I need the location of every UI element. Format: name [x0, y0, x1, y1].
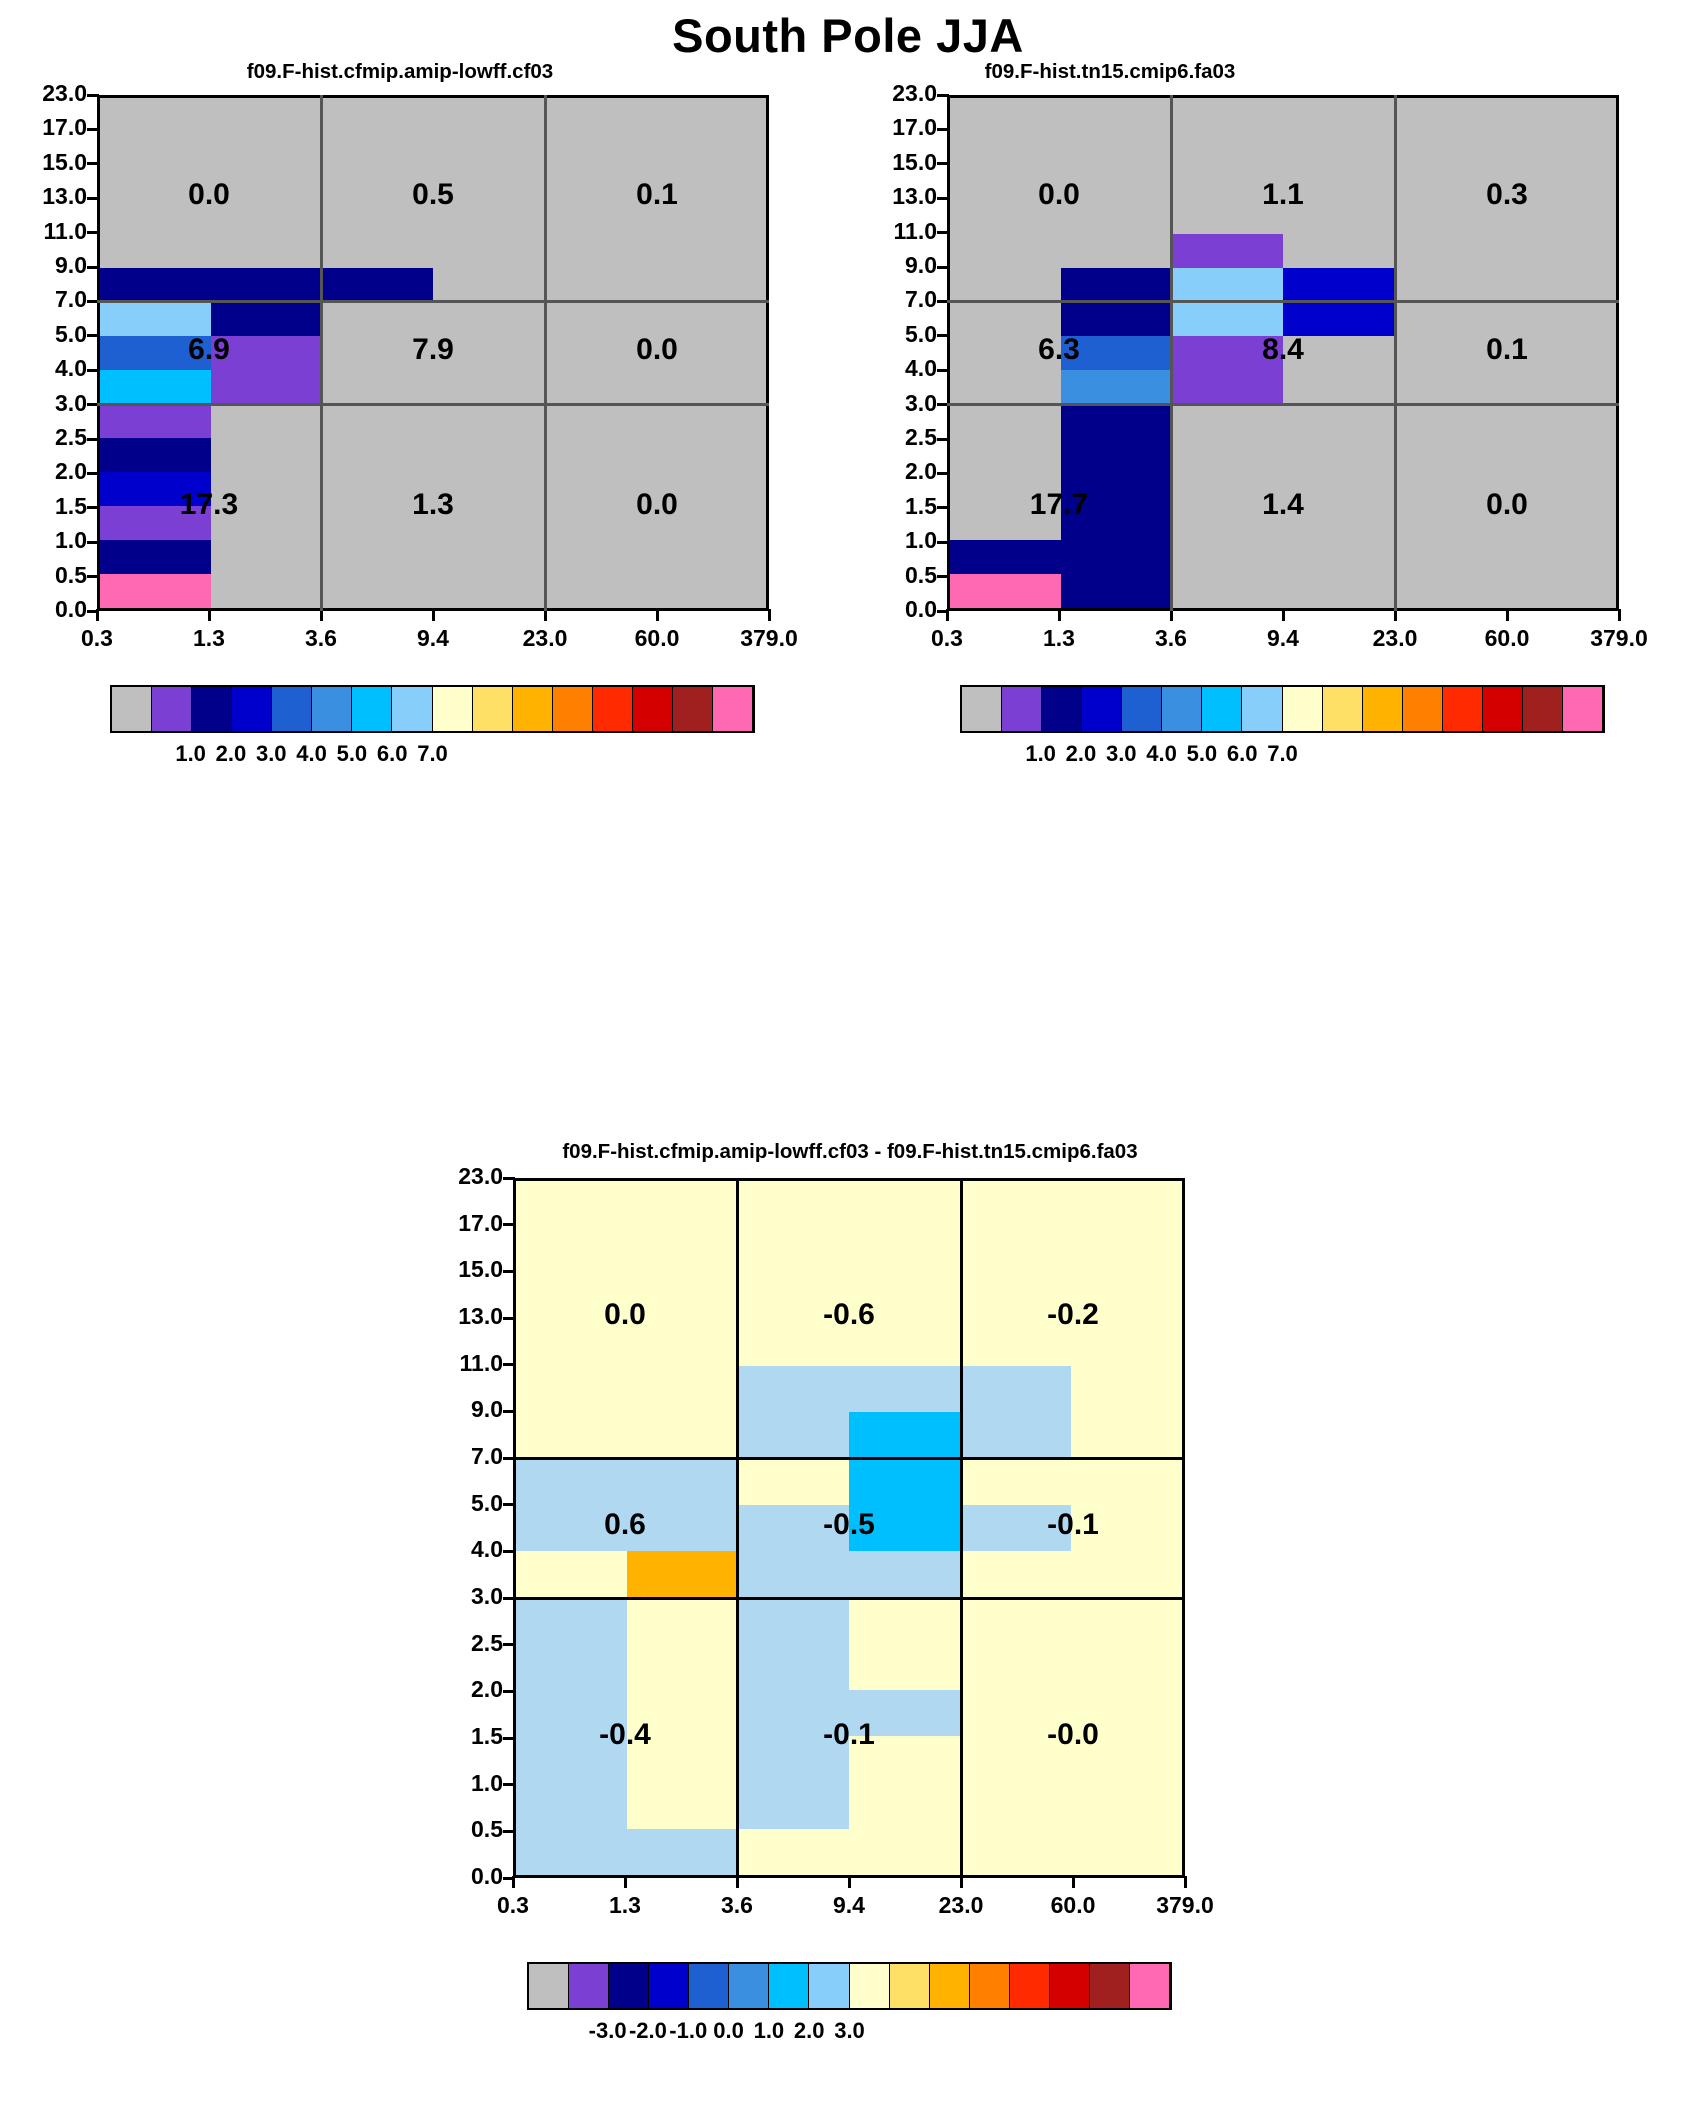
x-axis-tick: [208, 609, 211, 621]
block-separator: [947, 300, 1619, 303]
colorbar-swatch: [312, 687, 352, 731]
block-value: 17.3: [179, 487, 239, 521]
y-axis-tick: [503, 1690, 515, 1693]
heatmap-cell: [100, 370, 211, 404]
y-axis-tick-label: 1.5: [471, 1723, 503, 1749]
heatmap-cell: [738, 1782, 849, 1828]
colorbar-left: [110, 685, 755, 733]
block-value: 0.5: [412, 178, 454, 212]
y-axis-tick-label: 4.0: [55, 355, 87, 382]
y-axis-tick-label: 15.0: [892, 148, 937, 175]
x-axis-tick-label: 3.6: [721, 1892, 753, 1918]
colorbar-swatch: [152, 687, 192, 731]
x-axis-tick: [656, 609, 659, 621]
x-axis-tick-label: 9.4: [417, 625, 449, 651]
y-axis-tick-label: 7.0: [905, 286, 937, 313]
colorbar-swatch: [352, 687, 392, 731]
y-axis-tick: [503, 1503, 515, 1506]
heatmap-cell: [1061, 574, 1172, 608]
colorbar-swatch: [513, 687, 553, 731]
heatmap-cell: [100, 540, 211, 574]
block-value: 0.3: [1486, 178, 1528, 212]
y-axis-tick-label: 5.0: [55, 320, 87, 347]
y-axis-tick-label: 13.0: [42, 183, 87, 210]
x-axis-tick: [848, 1876, 851, 1888]
colorbar-swatch: [272, 687, 312, 731]
y-axis-tick: [503, 1830, 515, 1833]
panel-diff-title: f09.F-hist.cfmip.amip-lowff.cf03 - f09.F-hist.tn15.cmip6.fa03: [562, 1140, 1138, 1163]
colorbar-tick-label: 2.0: [1065, 741, 1097, 766]
heatmap-cell: [950, 574, 1061, 608]
y-axis-tick-label: 11.0: [893, 217, 937, 244]
y-axis-tick-label: 1.0: [905, 527, 937, 554]
y-axis-tick-label: 23.0: [458, 1163, 503, 1189]
heatmap-cell: [960, 1366, 1071, 1459]
y-axis-tick-label: 11.0: [43, 217, 87, 244]
block-separator: [513, 1597, 1185, 1600]
y-axis-tick: [87, 162, 99, 165]
x-axis-tick-label: 0.3: [497, 1892, 529, 1918]
colorbar-tick-label: 4.0: [296, 741, 327, 766]
x-axis-tick: [1072, 1876, 1075, 1888]
y-axis-tick: [937, 506, 949, 509]
block-value: -0.2: [1047, 1298, 1099, 1331]
colorbar-swatch: [930, 1964, 970, 2008]
colorbar-swatch: [473, 687, 513, 731]
x-axis-tick: [1618, 609, 1621, 621]
x-axis-tick: [624, 1876, 627, 1888]
colorbar-tick-label: 1.0: [753, 2018, 785, 2043]
block-separator: [97, 300, 769, 303]
colorbar-swatch: [633, 687, 673, 731]
y-axis-tick-label: 17.0: [42, 114, 87, 141]
x-axis-tick: [1282, 609, 1285, 621]
heatmap-cell: [849, 1412, 960, 1458]
panel-left-title: f09.F-hist.cfmip.amip-lowff.cf03: [246, 60, 554, 83]
y-axis-tick: [87, 575, 99, 578]
colorbar-swatch: [1242, 687, 1282, 731]
y-axis-tick-label: 23.0: [42, 80, 87, 106]
block-separator: [513, 1457, 1185, 1460]
y-axis-tick-label: 3.0: [905, 389, 937, 416]
y-axis-tick-label: 9.0: [905, 252, 937, 278]
x-axis-tick: [946, 609, 949, 621]
colorbar-swatch: [1162, 687, 1202, 731]
block-value: 6.9: [188, 333, 230, 366]
colorbar-swatch: [1283, 687, 1323, 731]
x-axis-tick-label: 0.3: [81, 625, 113, 651]
panel-right-title: f09.F-hist.tn15.cmip6.fa03: [984, 60, 1236, 83]
y-axis-tick: [87, 541, 99, 544]
colorbar-swatch: [112, 687, 152, 731]
colorbar-tick-label: 6.0: [1226, 741, 1258, 766]
heatmap-cell: [100, 404, 211, 438]
y-axis-tick-label: 17.0: [458, 1209, 503, 1236]
colorbar-swatch: [392, 687, 432, 731]
x-axis-tick-label: 1.3: [193, 625, 225, 651]
y-axis-tick: [87, 472, 99, 475]
block-value: 6.3: [1038, 333, 1080, 366]
colorbar-swatch: [970, 1964, 1010, 2008]
x-axis-tick: [512, 1876, 515, 1888]
y-axis-tick-label: 2.0: [55, 458, 87, 485]
y-axis-tick-label: 0.5: [471, 1816, 503, 1843]
y-axis-tick-label: 0.5: [55, 561, 87, 588]
colorbar-tick-label: -1.0: [669, 2018, 708, 2043]
x-axis-tick-label: 23.0: [522, 625, 568, 651]
y-axis-tick-label: 4.0: [471, 1536, 503, 1563]
colorbar-tick-label: 4.0: [1146, 741, 1177, 766]
heatmap-cell: [1172, 234, 1283, 268]
colorbar-tick-label: 3.0: [255, 741, 287, 766]
colorbar-diff: [527, 1962, 1172, 2010]
block-value: 0.6: [604, 1508, 646, 1541]
y-axis-tick: [503, 1643, 515, 1646]
colorbar-swatch: [1090, 1964, 1130, 2008]
y-axis-tick: [937, 369, 949, 372]
colorbar-tick-label: 0.0: [713, 2018, 744, 2043]
block-value: 0.0: [636, 333, 678, 366]
y-axis-tick-label: 2.0: [905, 458, 937, 485]
heatmap-cell: [322, 268, 433, 302]
colorbar-swatch: [1002, 687, 1042, 731]
heatmap-cell: [100, 438, 211, 472]
y-axis-tick-label: 23.0: [892, 80, 937, 106]
block-value: -0.1: [823, 1718, 875, 1751]
y-axis-tick: [87, 438, 99, 441]
heatmap-cell: [1172, 302, 1283, 336]
x-axis-tick-label: 60.0: [1050, 1892, 1096, 1918]
colorbar-swatch: [192, 687, 232, 731]
colorbar-swatch: [809, 1964, 849, 2008]
heatmap-cell: [1172, 370, 1283, 404]
heatmap-cell: [950, 540, 1061, 574]
block-value: 0.1: [1486, 333, 1528, 366]
colorbar-swatch: [689, 1964, 729, 2008]
colorbar-tick-label: 7.0: [417, 741, 448, 766]
y-axis-tick: [87, 197, 99, 200]
y-axis-tick: [87, 94, 99, 97]
colorbar-tick-label: 2.0: [793, 2018, 825, 2043]
block-value: 1.4: [1262, 487, 1304, 521]
y-axis-tick-label: 2.5: [905, 424, 937, 450]
heatmap-cell: [100, 574, 211, 608]
x-axis-tick-label: 379.0: [1156, 1892, 1214, 1918]
block-separator: [97, 403, 769, 406]
y-axis-tick: [87, 128, 99, 131]
y-axis-tick-label: 9.0: [471, 1396, 503, 1423]
heatmap-cell: [1061, 370, 1172, 404]
colorbar-swatch: [1042, 687, 1082, 731]
y-axis-tick-label: 5.0: [471, 1489, 503, 1516]
x-axis-tick-label: 23.0: [938, 1892, 984, 1918]
block-value: 1.3: [412, 487, 454, 521]
colorbar-swatch: [1483, 687, 1523, 731]
colorbar-swatch: [1323, 687, 1363, 731]
y-axis-tick: [937, 575, 949, 578]
colorbar-tick-label: -2.0: [628, 2018, 667, 2043]
y-axis-tick-label: 2.5: [471, 1629, 503, 1656]
heatmap-cell: [211, 370, 322, 404]
colorbar-tick-label: 7.0: [1267, 741, 1298, 766]
x-axis-tick: [1506, 609, 1509, 621]
x-axis-tick-label: 3.6: [305, 625, 337, 651]
block-value: 0.0: [1486, 487, 1528, 521]
block-value: 17.7: [1029, 487, 1089, 521]
y-axis-tick: [937, 231, 949, 234]
colorbar-tick-label: 5.0: [1186, 741, 1218, 766]
y-axis-tick: [503, 1223, 515, 1226]
block-value: 0.1: [636, 178, 678, 212]
block-value: 0.0: [636, 487, 678, 521]
y-axis-tick-label: 1.0: [55, 527, 87, 554]
y-axis-tick-label: 15.0: [42, 148, 87, 175]
x-axis-tick-label: 23.0: [1372, 625, 1418, 651]
x-axis-tick: [96, 609, 99, 621]
y-axis-tick: [503, 1783, 515, 1786]
colorbar-swatch: [850, 1964, 890, 2008]
y-axis-tick-label: 7.0: [471, 1443, 503, 1469]
block-separator: [947, 403, 1619, 406]
colorbar-right: [960, 685, 1605, 733]
y-axis-tick: [503, 1550, 515, 1553]
x-axis-tick-label: 3.6: [1155, 625, 1187, 651]
y-axis-tick-label: 13.0: [458, 1303, 503, 1329]
colorbar-tick-label: 2.0: [215, 741, 247, 766]
y-axis-tick-label: 15.0: [458, 1256, 503, 1283]
y-axis-tick: [503, 1410, 515, 1413]
colorbar-swatch: [729, 1964, 769, 2008]
heatmap-cell: [849, 1366, 960, 1412]
colorbar-tick-label: -3.0: [588, 2018, 627, 2043]
x-axis-tick-label: 1.3: [609, 1892, 641, 1918]
y-axis-tick-label: 0.5: [905, 561, 937, 588]
y-axis-tick-label: 1.5: [905, 492, 937, 519]
colorbar-swatch: [593, 687, 633, 731]
block-value: 0.0: [188, 178, 230, 212]
y-axis-tick: [937, 472, 949, 475]
x-axis-tick-label: 9.4: [833, 1892, 865, 1918]
y-axis-tick-label: 5.0: [905, 320, 937, 347]
y-axis-tick: [937, 438, 949, 441]
colorbar-swatch: [569, 1964, 609, 2008]
y-axis-tick: [87, 231, 99, 234]
block-value: 0.0: [1038, 178, 1080, 212]
colorbar-tick-label: 3.0: [1105, 741, 1137, 766]
y-axis-tick-label: 9.0: [55, 252, 87, 278]
colorbar-swatch: [1082, 687, 1122, 731]
x-axis-tick-label: 60.0: [634, 625, 680, 651]
block-value: -0.5: [823, 1508, 875, 1541]
y-axis-tick: [937, 162, 949, 165]
y-axis-tick-label: 13.0: [892, 183, 937, 210]
heatmap-cell: [1172, 268, 1283, 302]
colorbar-swatch: [529, 1964, 569, 2008]
colorbar-swatch: [1202, 687, 1242, 731]
colorbar-tick-label: 1.0: [1025, 741, 1056, 766]
page-title: South Pole JJA: [672, 9, 1024, 62]
colorbar-swatch: [1122, 687, 1162, 731]
y-axis-tick-label: 0.0: [905, 596, 937, 622]
y-axis-tick: [503, 1177, 515, 1180]
x-axis-tick-label: 379.0: [1590, 625, 1648, 651]
block-value: -0.6: [823, 1298, 875, 1331]
x-axis-tick: [432, 609, 435, 621]
heatmap-cell: [738, 1366, 849, 1459]
x-axis-tick: [1184, 1876, 1187, 1888]
colorbar-swatch: [1363, 687, 1403, 731]
x-axis-tick-label: 9.4: [1267, 625, 1299, 651]
x-axis-tick: [1058, 609, 1061, 621]
y-axis-tick-label: 0.0: [471, 1863, 503, 1889]
y-axis-tick: [503, 1363, 515, 1366]
y-axis-tick: [87, 266, 99, 269]
y-axis-tick-label: 0.0: [55, 596, 87, 622]
block-value: 8.4: [1262, 333, 1304, 366]
y-axis-tick: [937, 94, 949, 97]
colorbar-swatch: [232, 687, 272, 731]
colorbar-swatch: [1523, 687, 1563, 731]
colorbar-swatch: [1130, 1964, 1170, 2008]
y-axis-tick-label: 11.0: [459, 1349, 503, 1376]
block-value: -0.1: [1047, 1508, 1099, 1541]
y-axis-tick: [937, 334, 949, 337]
colorbar-swatch: [553, 687, 593, 731]
block-value: 0.0: [604, 1298, 646, 1331]
colorbar-tick-label: 6.0: [376, 741, 408, 766]
y-axis-tick-label: 3.0: [471, 1583, 503, 1609]
colorbar-swatch: [1403, 687, 1443, 731]
y-axis-tick: [937, 541, 949, 544]
y-axis-tick: [503, 1737, 515, 1740]
colorbar-tick-label: 1.0: [175, 741, 206, 766]
y-axis-tick-label: 3.0: [55, 389, 87, 416]
heatmap-cell: [627, 1829, 738, 1875]
heatmap-cell: [738, 1597, 849, 1690]
colorbar-swatch: [673, 687, 713, 731]
y-axis-tick: [87, 506, 99, 509]
x-axis-tick-label: 379.0: [740, 625, 798, 651]
heatmap-cell: [738, 1551, 960, 1597]
y-axis-tick-label: 2.5: [55, 424, 87, 450]
y-axis-tick-label: 4.0: [905, 355, 937, 382]
colorbar-swatch: [890, 1964, 930, 2008]
y-axis-tick: [87, 369, 99, 372]
y-axis-tick: [937, 266, 949, 269]
colorbar-swatch: [1050, 1964, 1090, 2008]
colorbar-swatch: [1010, 1964, 1050, 2008]
y-axis-tick-label: 1.5: [55, 492, 87, 519]
colorbar-swatch: [713, 687, 753, 731]
y-axis-tick-label: 2.0: [471, 1676, 503, 1703]
y-axis-tick-label: 1.0: [471, 1769, 503, 1796]
heatmap-cell: [100, 268, 211, 302]
heatmap-cell: [100, 302, 211, 336]
block-value: 7.9: [412, 333, 454, 366]
colorbar-swatch: [609, 1964, 649, 2008]
colorbar-swatch: [1563, 687, 1603, 731]
block-value: 1.1: [1262, 178, 1304, 212]
y-axis-tick: [937, 197, 949, 200]
y-axis-tick-label: 7.0: [55, 286, 87, 313]
y-axis-tick: [503, 1317, 515, 1320]
colorbar-tick-label: 5.0: [336, 741, 368, 766]
y-axis-tick: [503, 1270, 515, 1273]
heatmap-cell: [627, 1551, 738, 1597]
y-axis-tick-label: 17.0: [892, 114, 937, 141]
colorbar-swatch: [649, 1964, 689, 2008]
block-value: -0.4: [599, 1718, 651, 1751]
colorbar-swatch: [433, 687, 473, 731]
y-axis-tick: [937, 128, 949, 131]
x-axis-tick-label: 60.0: [1484, 625, 1530, 651]
x-axis-tick-label: 0.3: [931, 625, 963, 651]
colorbar-swatch: [962, 687, 1002, 731]
block-value: -0.0: [1047, 1718, 1099, 1751]
colorbar-swatch: [769, 1964, 809, 2008]
y-axis-tick: [87, 334, 99, 337]
x-axis-tick-label: 1.3: [1043, 625, 1075, 651]
colorbar-tick-label: 3.0: [834, 2018, 865, 2043]
colorbar-swatch: [1443, 687, 1483, 731]
x-axis-tick: [768, 609, 771, 621]
